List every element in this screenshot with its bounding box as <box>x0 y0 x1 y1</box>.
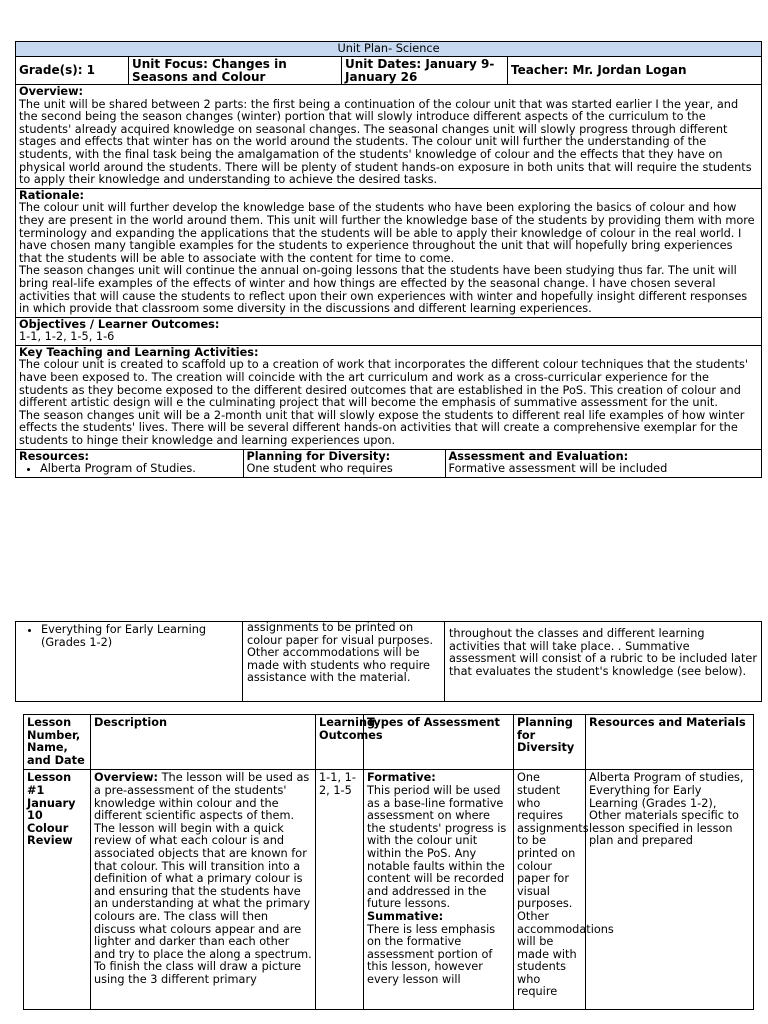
lesson-1-description <box>91 770 316 1010</box>
assessment-cell <box>445 450 761 477</box>
assessment-text-1: Formative assessment will be included <box>448 462 668 476</box>
diversity-cell <box>243 450 445 477</box>
lesson-1-summative-text: There is less emphasis on the formative assessment portion of this lesson, however every lesson will <box>367 922 496 986</box>
activities-paragraph-1: The colour unit is created to scaffold up to a creation of work that incorporates the different colour techniques that the students' have been exposed to. The creation will coincide with the art curriculum and work as a cross-curricular experience for the students as they become exposed to the different desired outcomes that are established in the PoS. This creation of colour and different artistic design will e the culminating project that will become the emphasis of summative assessment for the unit. <box>19 358 748 410</box>
lesson-1-diversity: One student who requires assignments to be printed on colour paper for visual purposes. Other accommodations will be made with students who require <box>514 770 586 1010</box>
resources-row <box>16 449 762 477</box>
rationale-paragraph-1: The colour unit will further develop the knowledge base of the students who have been exploring the basics of colour and how they are present in the world around them. This unit will further the knowledge base of the students by providing them with more terminology and expanding the applications that the students will be able to apply their knowledge of colour in the real world. I have chosen many tangible examples for the students to experience throughout the unit that will hopefully bring experiences that the students will be able to associate with the content for time to come. <box>19 201 755 265</box>
resources-item-1: • Alberta Program of Studies. <box>40 463 240 476</box>
diversity-label: Planning for Diversity: <box>246 449 391 463</box>
unit-dates-cell: Unit Dates: January 9- January 26 <box>342 57 508 85</box>
lesson-1-outcomes: 1-1, 1-2, 1-5 <box>316 770 364 1010</box>
overview-section <box>16 85 762 189</box>
header-outcomes: Learning Outcomes <box>316 715 364 770</box>
lesson-1-id: Lesson #1 January 10 Colour Review <box>24 770 91 1010</box>
lesson-table <box>23 714 754 1010</box>
diversity-continued-cell: assignments to be printed on colour paper for visual purposes. Other accommodations will be made with students who require assistance with the material. <box>243 622 445 702</box>
assessment-continued-cell: throughout the classes and different learning activities that will take place. . Summative assessment will consist of a rubric to be included later that evaluates the student's knowledge (see below). <box>445 622 762 702</box>
lesson-1-resources: Alberta Program of studies, Everything for Early Learning (Grades 1-2), Other materials specific to lesson specified in lesson plan and prepared <box>586 770 754 1010</box>
objectives-section <box>16 317 762 345</box>
unit-focus-cell: Unit Focus: Changes in Seasons and Colour <box>129 57 342 85</box>
assessment-label: Assessment and Evaluation: <box>448 449 629 463</box>
objectives-text: 1-1, 1-2, 1-5, 1-6 <box>19 330 115 344</box>
resources-cell <box>16 450 243 477</box>
resources-continued-cell <box>16 622 243 702</box>
resources-list <box>19 463 240 476</box>
overview-label: Overview: <box>19 85 84 98</box>
activities-label: Key Teaching and Learning Activities: <box>19 345 259 359</box>
overview-text: The unit will be shared between 2 parts: the first being a continuation of the colour unit that was started earlier I the year, and the second being the season changes (winter) portion that will slowly introduce different aspects of the curriculum to the students' already acquired knowledge on seasonal changes. The seasonal changes unit will slowly progress through different stages and effects that winter has on the world around the students. The colour unit will further the understanding of the students, with the final task being the amalgamation of the students' knowledge of colour and the effects that they have on physical world around the students. There will be plenty of student hands-on exposure in both units that will require the students to apply their knowledge and understanding to achieve the desired tasks. <box>19 97 752 187</box>
grade-cell: Grade(s): 1 <box>16 57 129 85</box>
continued-resources-table <box>15 621 762 702</box>
header-assessment: Types of Assessment <box>364 715 514 770</box>
teacher-cell: Teacher: Mr. Jordan Logan <box>508 57 762 85</box>
resources-item-2: • Everything for Early Learning (Grades 1-2) <box>41 624 238 649</box>
diversity-text-1: One student who requires <box>246 462 393 476</box>
header-description: Description <box>91 715 316 770</box>
lesson-1-description-text: The lesson will be used as a pre-assessment of the students' knowledge within colour and the different scientific aspects of them. The lesson will begin with a quick review of what each colour is and associated objects that are known for that colour. This will transition into a definition of what a primary colour is and ensuring that the students have an understanding at what the primary colours are. The class will then discuss what colours appear and are lighter and darker than each other and try to place the along a spectrum. To finish the class will draw a picture using the 3 different primary <box>94 771 312 986</box>
activities-paragraph-2: The season changes unit will be a 2-month unit that will slowly expose the students to different real life examples of how winter effects the students' lives. There will be several different hands-on activities that will create a comprehensive exemplar for the students to hinge their knowledge and learning experiences upon. <box>19 408 745 448</box>
header-diversity: Planning for Diversity <box>514 715 586 770</box>
header-resources: Resources and Materials <box>586 715 754 770</box>
resources-label: Resources: <box>19 449 90 463</box>
unit-plan-title: Unit Plan- Science <box>16 42 762 57</box>
lesson-1-formative-text: This period will be used as a base-line formative assessment on where the students' progress is with the colour unit within the PoS. Any notable faults within the content will be recorded and addressed in the future lessons. <box>367 783 507 911</box>
header-lesson: Lesson Number, Name, and Date <box>24 715 91 770</box>
lesson-1-overview-label: Overview: <box>94 771 159 785</box>
rationale-label: Rationale: <box>19 188 85 202</box>
lesson-1-assessment <box>364 770 514 1010</box>
resources-list-continued <box>20 624 238 649</box>
rationale-paragraph-2: The season changes unit will continue the annual on-going lessons that the students have been studying thus far. The unit will bring real-life examples of the effects of winter and how things are effected by the seasonal change. I have chosen several activities that will cause the students to reflect upon their own experiences with winter and hopefully insight different responses in which provide that classroom some diversity in the discussions and different learning experiences. <box>19 264 748 316</box>
objectives-label: Objectives / Learner Outcomes: <box>19 317 220 331</box>
lesson-1-summative-label: Summative: <box>367 909 444 923</box>
lesson-1-formative-label: Formative: <box>367 771 436 785</box>
unit-plan-table <box>15 41 762 478</box>
resources-subtable <box>16 450 761 477</box>
rationale-section <box>16 188 762 317</box>
activities-section <box>16 345 762 449</box>
